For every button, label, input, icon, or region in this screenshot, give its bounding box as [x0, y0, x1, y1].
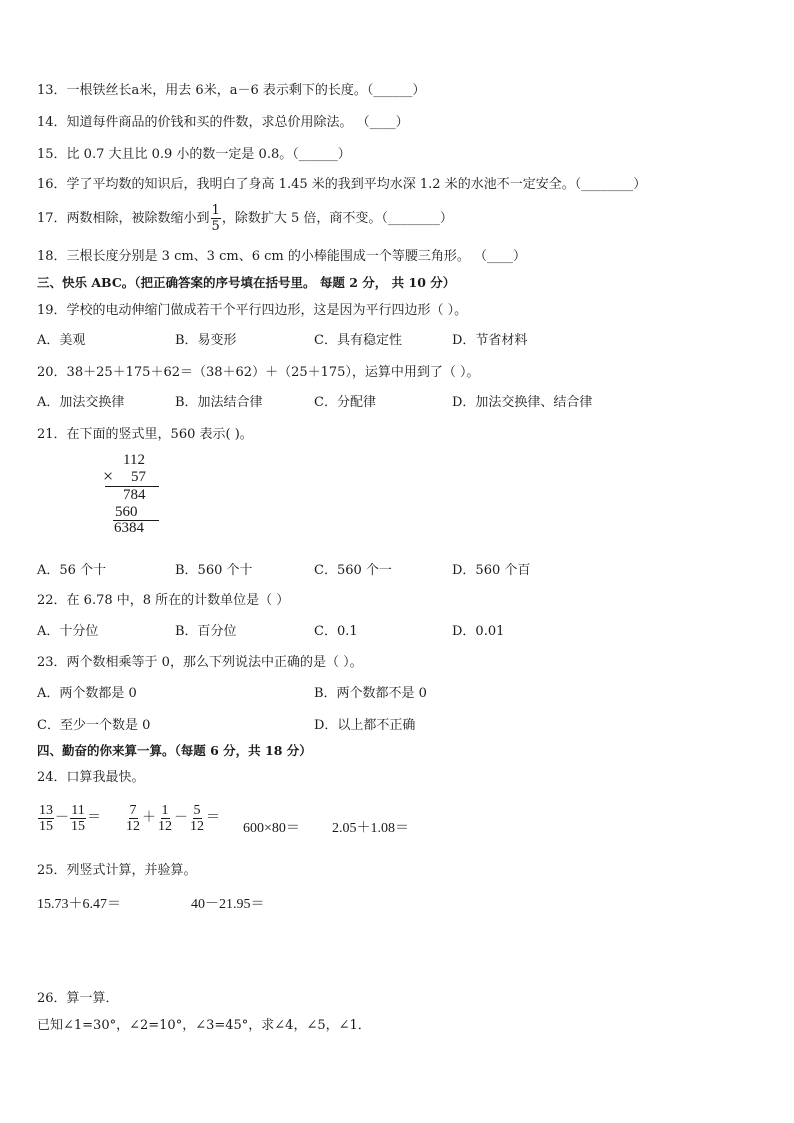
e1-numerator-1: 13 [39, 803, 53, 818]
q21-option-c[interactable]: C．560 个一 [314, 563, 392, 578]
e2-numerator-2: 1 [161, 803, 169, 818]
e1-equals: ＝ [87, 810, 101, 826]
q19-option-c[interactable]: C．具有稳定性 [314, 333, 402, 348]
e2-denominator-3: 12 [190, 819, 204, 834]
written-calc-1: 15.73＋6.47＝ [37, 897, 121, 912]
vertical-multiplier: 57 [131, 469, 146, 485]
q23-option-b[interactable]: B．两个数都不是 0 [314, 686, 427, 701]
e2-numerator-1: 7 [129, 803, 137, 818]
q22-option-b[interactable]: B．百分位 [175, 624, 237, 639]
multiply-sign: × [103, 466, 114, 486]
oral-calc-3: 600×80＝ [243, 821, 300, 836]
e1-numerator-2: 11 [71, 803, 85, 818]
e2-denominator-1: 12 [126, 819, 140, 834]
e2-numerator-3: 5 [193, 803, 201, 818]
question-25-stem: 25．列竖式计算，并验算。 [37, 863, 197, 878]
question-20-stem: 20．38＋25＋175＋62＝（38＋62）＋（25＋175），运算中用到了（ ）。 [37, 365, 480, 380]
section-3-heading: 三、快乐 ABC。（把正确答案的序号填在括号里。 每题 2 分， 共 10 分） [37, 275, 456, 290]
question-18: 18．三根长度分别是 3 cm、3 cm、6 cm 的小棒能围成一个等腰三角形。 （____） [37, 249, 526, 264]
e1-denominator-1: 15 [39, 819, 53, 834]
fraction-denominator: 5 [211, 219, 220, 234]
vertical-result: 6384 [114, 520, 144, 536]
oral-calc-2 [124, 803, 220, 834]
e1-operator: － [55, 810, 69, 826]
q22-option-d[interactable]: D．0.01 [452, 624, 505, 639]
q21-option-d[interactable]: D．560 个百 [452, 563, 531, 578]
e2-operator-2: － [174, 810, 188, 826]
q19-option-a[interactable]: A．美观 [37, 333, 86, 348]
written-calc-2: 40－21.95＝ [191, 897, 265, 912]
e2-equals: ＝ [206, 810, 220, 826]
q20-option-a[interactable]: A．加法交换律 [37, 395, 125, 410]
question-22-stem: 22．在 6.78 中，8 所在的计数单位是（ ） [37, 593, 290, 608]
q23-option-c[interactable]: C．至少一个数是 0 [37, 718, 151, 733]
q23-option-a[interactable]: A．两个数都是 0 [37, 686, 137, 701]
question-14: 14．知道每件商品的价钱和买的件数，求总价用除法。 （____） [37, 115, 409, 130]
partial-product-1: 784 [123, 487, 146, 503]
oral-calc-1 [37, 803, 101, 834]
e2-denominator-2: 12 [158, 819, 172, 834]
partial-product-2: 560 [115, 504, 138, 520]
question-26-stem: 26．算一算． [37, 991, 119, 1006]
question-17-pre: 17．两数相除，被除数缩小到 [37, 211, 210, 226]
q21-option-b[interactable]: B．560 个十 [175, 563, 253, 578]
e2-operator-1: ＋ [142, 810, 156, 826]
section-4-heading: 四、勤奋的你来算一算。（每题 6 分，共 18 分） [37, 743, 312, 758]
question-26-body: 已知∠1=30°，∠2=10°，∠3=45°，求∠4，∠5，∠1． [37, 1018, 371, 1033]
question-17-post: ，除数扩大 5 倍，商不变。（________） [221, 211, 453, 226]
question-16: 16．学了平均数的知识后，我明白了身高 1.45 米的我到平均水深 1.2 米的水池不一定安全。（________） [37, 177, 647, 192]
fraction-numerator: 1 [211, 203, 220, 218]
vertical-multiplication [103, 452, 163, 536]
q19-option-d[interactable]: D．节省材料 [452, 333, 528, 348]
q19-option-b[interactable]: B．易变形 [175, 333, 237, 348]
question-17 [37, 203, 453, 235]
vertical-top-number: 112 [123, 452, 145, 468]
question-21-stem: 21．在下面的竖式里，560 表示( )。 [37, 427, 253, 442]
fraction-one-fifth [211, 203, 221, 234]
question-15: 15．比 0.7 大且比 0.9 小的数一定是 0.8。（______） [37, 147, 351, 162]
q22-option-c[interactable]: C．0.1 [314, 624, 358, 639]
q22-option-a[interactable]: A．十分位 [37, 624, 99, 639]
question-23-stem: 23．两个数相乘等于 0，那么下列说法中正确的是（ ）。 [37, 655, 363, 670]
q21-option-a[interactable]: A．56 个十 [37, 563, 107, 578]
question-24-stem: 24．口算我最快。 [37, 770, 145, 785]
q20-option-c[interactable]: C．分配律 [314, 395, 376, 410]
question-13: 13．一根铁丝长a米，用去 6米，a－6 表示剩下的长度。（______） [37, 83, 426, 98]
q20-option-b[interactable]: B．加法结合律 [175, 395, 263, 410]
q20-option-d[interactable]: D．加法交换律、结合律 [452, 395, 593, 410]
question-19-stem: 19．学校的电动伸缩门做成若干个平行四边形，这是因为平行四边形（ ）。 [37, 303, 468, 318]
e1-denominator-2: 15 [71, 819, 85, 834]
q23-option-d[interactable]: D．以上都不正确 [314, 718, 416, 733]
oral-calc-4: 2.05＋1.08＝ [332, 821, 409, 836]
